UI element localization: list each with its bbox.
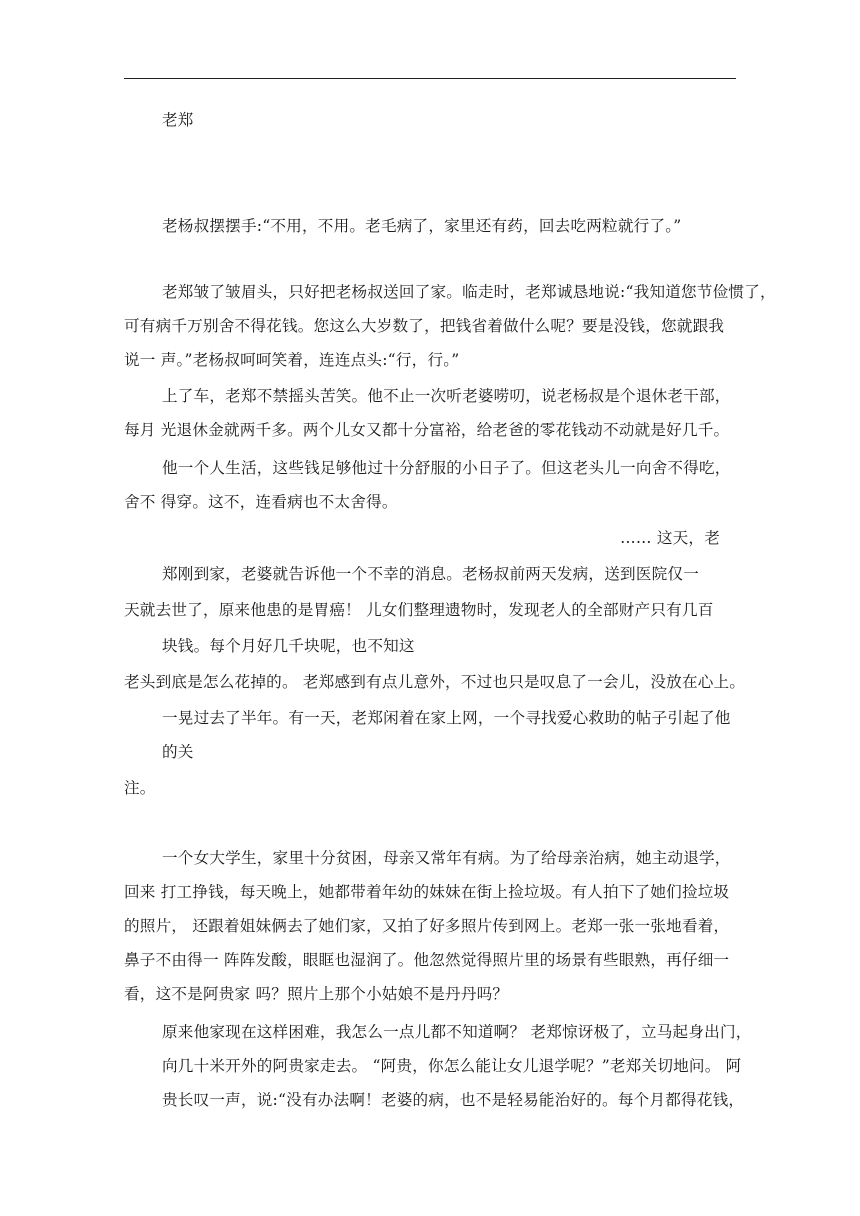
header-rule bbox=[124, 78, 736, 79]
text-line: 向几十米开外的阿贵家走去。 “阿贵，你怎么能让女儿退学呢？”老郑关切地问。 阿 bbox=[162, 1057, 742, 1075]
text-line: 上了车，老郑不禁摇头苦笑。他不止一次听老婆唠叨，说老杨叔是个退休老干部， bbox=[162, 387, 731, 405]
text-line: 原来他家现在这样困难，我怎么一点儿都不知道啊？ 老郑惊讶极了，立马起身出门， bbox=[162, 1023, 752, 1041]
text-line: 老郑皱了皱眉头，只好把老杨叔送回了家。临走时，老郑诚恳地说:“我知道您节俭惯了， bbox=[162, 283, 776, 301]
text-line: 可有病千万别舍不得花钱。您这么大岁数了，把钱省着做什么呢？要是没钱，您就跟我 bbox=[124, 317, 725, 335]
text-line: 块钱。每个月好几千块呢，也不知这 bbox=[162, 637, 415, 655]
text-line: 舍不 得穿。这不，连看病也不太舍得。 bbox=[124, 493, 398, 511]
text-line: 老杨叔摆摆手:“不用，不用。老毛病了，家里还有药，回去吃两粒就行了。” bbox=[162, 217, 682, 235]
text-line: 的照片， 还跟着姐妹俩去了她们家，又拍了好多照片传到网上。老郑一张一张地看着， bbox=[124, 917, 730, 935]
text-line: 每月 光退休金就两千多。两个儿女又都十分富裕，给老爸的零花钱动不动就是好几千。 bbox=[124, 421, 730, 439]
text-line: 一个女大学生，家里十分贫困，母亲又常年有病。为了给母亲治病，她主动退学， bbox=[162, 849, 731, 867]
text-line: 看，这不是阿贵家 吗？照片上那个小姑娘不是丹丹吗？ bbox=[124, 985, 509, 1003]
text-line: 老郑 bbox=[162, 111, 194, 129]
text-line: 郑刚到家，老婆就告诉他一个不幸的消息。老杨叔前两天发病，送到医院仅一 bbox=[162, 565, 699, 583]
text-line: 一晃过去了半年。有一天，老郑闲着在家上网，一个寻找爱心救助的帖子引起了他 bbox=[162, 709, 731, 727]
text-line: 的关 bbox=[162, 743, 194, 761]
text-line: 说一 声。”老杨叔呵呵笑着，连连点头:“行，行。” bbox=[124, 351, 460, 369]
text-line: 他一个人生活，这些钱足够他过十分舒服的小日子了。但这老头儿一向舍不得吃， bbox=[162, 459, 731, 477]
text-line: 鼻子不由得一 阵阵发酸，眼眶也湿润了。他忽然觉得照片里的场景有些眼熟，再仔细一 bbox=[124, 951, 730, 969]
text-line: …… 这天，老 bbox=[620, 529, 720, 547]
text-line: 回来 打工挣钱，每天晚上，她都带着年幼的妹妹在街上捡垃圾。有人拍下了她们捡垃圾 bbox=[124, 883, 730, 901]
text-line: 老头到底是怎么花掉的。 老郑感到有点儿意外，不过也只是叹息了一会儿，没放在心上。 bbox=[124, 673, 746, 691]
text-line: 天就去世了，原来他患的是胃癌！ 儿女们整理遗物时，发现老人的全部财产只有几百 bbox=[124, 601, 714, 619]
text-line: 注。 bbox=[124, 779, 156, 797]
text-line: 贵长叹一声，说:“没有办法啊！老婆的病，也不是轻易能治好的。每个月都得花钱， bbox=[162, 1091, 745, 1109]
